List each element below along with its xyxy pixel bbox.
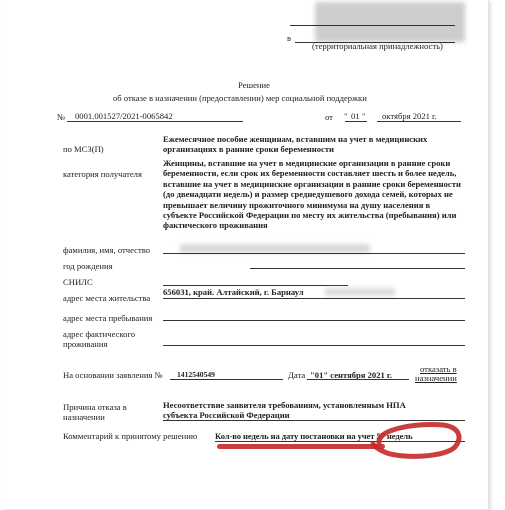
actual-label-2: проживания <box>63 339 108 349</box>
decision-date-month-year: октября 2021 г. <box>382 111 437 121</box>
red-circle-annotation <box>365 419 465 461</box>
category-label: категория получателя <box>63 169 142 179</box>
birth-label: год рождения <box>63 261 113 271</box>
territory-caption: (территориальная принадлежность) <box>312 41 443 51</box>
decision-number-label: № <box>57 112 66 122</box>
territory-prefix: в <box>287 33 292 43</box>
comment-value: Кол-во недель на дату постановки на учет 57 недель <box>215 431 413 441</box>
document-title: Решение <box>238 80 270 90</box>
application-result-line2: назначении <box>415 373 457 383</box>
decision-number: 0001.001527/2021-0065842 <box>75 111 173 121</box>
decision-number-line <box>67 121 243 122</box>
reason-label-1: Причина отказа в <box>63 402 127 412</box>
decision-date-quote-open: " <box>344 111 348 121</box>
reason-label-2: назначении <box>63 412 105 422</box>
basis-label: На основании заявления № <box>63 370 163 380</box>
mszp-value: Ежемесячное пособие женщинам, вставшим на учет в медицинских организациях в ранние сроки беременности <box>163 134 428 155</box>
birth-line <box>250 268 465 269</box>
application-result-line1: отказать в <box>420 364 457 374</box>
application-number: 1412540549 <box>177 370 215 379</box>
document-page <box>5 0 489 510</box>
snils-line <box>163 285 348 286</box>
category-value: Женщины, вставшие на учет в медицинские организации в ранние сроки беременности, если срок их беременности составляет шесть и более недель, вставшие на учет в медицинские организации в ранние сроки беременности (до двенадцати недель) и размер среднедушевого дохода семей, которых не превышает величину прожиточного минимума на душу населения в субъекте Российской Федерации по месту их жительства (пребывания) или фактического проживания <box>163 158 461 231</box>
decision-month-line <box>377 121 461 122</box>
fio-line <box>163 253 465 254</box>
actual-line <box>163 345 465 346</box>
recipient-line <box>290 25 455 26</box>
actual-label-1: адрес фактического <box>63 329 136 339</box>
fio-label: фамилия, имя, отчество <box>63 245 150 255</box>
application-date-value: "01" сентября 2021 г. <box>310 370 393 380</box>
decision-date-quote-close: " <box>362 111 366 121</box>
decision-day-line <box>345 121 367 122</box>
document-subtitle: об отказе в назначении (предоставлении) мер социальной поддержки <box>113 93 367 103</box>
residence-label: адрес места жительства <box>63 293 151 303</box>
stay-label: адрес места пребывания <box>63 313 153 323</box>
decision-date-day: 01 <box>351 111 360 121</box>
residence-value: 656031, край. Алтайский, г. Барнаул <box>163 287 304 297</box>
redacted-fio <box>180 244 370 253</box>
reason-value-2: субъекта Российской Федерации <box>163 410 290 420</box>
red-underline-annotation <box>217 444 385 449</box>
mszp-label: по МСЗ(П) <box>63 144 104 154</box>
snils-label: СНИЛС <box>63 277 93 287</box>
decision-date-prefix: от <box>325 112 333 122</box>
redacted-recipient-block <box>315 2 465 42</box>
comment-label: Комментарий к принятому решению <box>63 431 198 441</box>
redacted-residence <box>325 288 395 296</box>
stay-line <box>163 320 465 321</box>
residence-line <box>163 298 465 299</box>
reason-value-1: Несоответствие заявителя требованиям, установленным НПА <box>163 400 406 410</box>
application-number-line <box>170 379 283 380</box>
application-date-label: Дата <box>288 370 306 380</box>
application-date-line <box>307 379 409 380</box>
